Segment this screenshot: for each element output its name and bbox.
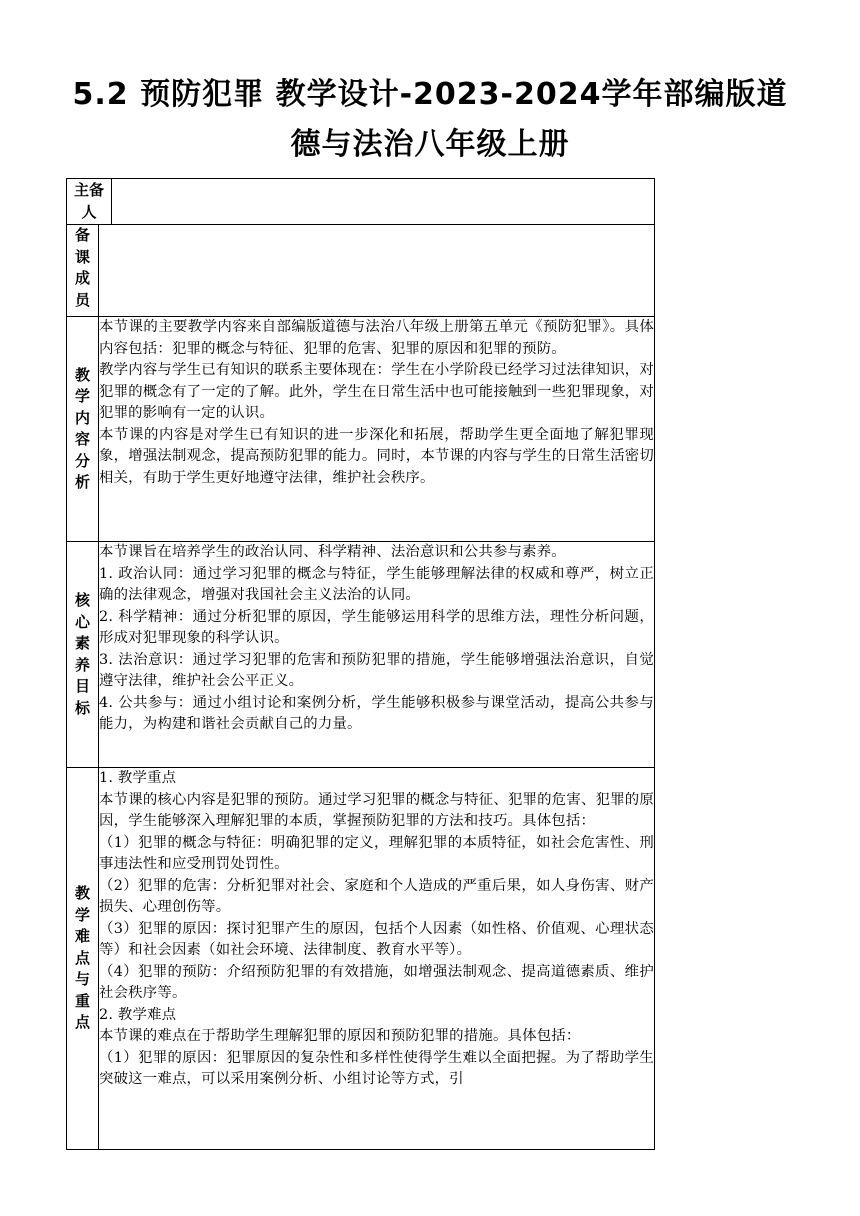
key-paragraph: 2. 教学难点 [99,1006,177,1023]
row-label-text [67,365,98,494]
label-character: 点 [74,1013,90,1032]
label-character: 备 [74,226,90,244]
content-analysis-label [67,317,99,542]
label-character: 素 [74,634,90,652]
content-analysis-body [99,317,655,542]
label-character: 分 [74,451,90,470]
members-value [99,225,655,317]
members-label [67,225,99,317]
label-character: 标 [74,698,90,717]
goal-paragraph: 3. 法治意识：通过学习犯罪的危害和预防犯罪的措施，学生能够增强法治意识，自觉遵守法律，维护社会公平正义。 [99,651,654,689]
label-character: 内 [74,408,90,427]
core-goals-label [67,542,99,768]
label-character: 教 [74,365,90,384]
key-paragraph: （4）犯罪的预防：介绍预防犯罪的有效措施，如增强法制观念、提高道德素质、维护社会秩序等。 [99,963,654,1001]
label-character: 难 [74,927,90,946]
goal-paragraph: 1. 政治认同：通过学习犯罪的概念与特征，学生能够理解法律的权威和尊严，树立正确的法律观念，增强对我国社会主义法治的认同。 [99,565,654,603]
label-character: 成 [74,269,90,287]
key-points-label [67,768,99,1150]
label-character: 学 [74,905,90,924]
row-label-text [67,225,98,311]
label-character: 教 [74,884,90,903]
key-paragraph: 1. 教学重点 [99,770,177,786]
key-paragraph: （1）犯罪的概念与特征：明确犯罪的定义，理解犯罪的本质特征，如社会危害性、刑事违法性和应受刑罚处罚性。 [99,834,654,872]
goal-paragraph: 2. 科学精神：通过分析犯罪的原因，学生能够运用科学的思维方法，理性分析问题，形成对犯罪现象的科学认识。 [99,608,654,646]
label-character: 析 [74,473,90,491]
key-paragraph: 本节课的难点在于帮助学生理解犯罪的原因和预防犯罪的措施。具体包括： [99,1028,581,1044]
core-goals-body [99,542,655,768]
main-preparer-value [112,179,654,224]
label-character: 重 [74,991,90,1010]
goal-paragraph: 4. 公共参与：通过小组讨论和案例分析，学生能够积极参与课堂活动，提高公共参与能力，为构建和谐社会贡献自己的力量。 [99,694,654,732]
key-points-body [99,768,655,1150]
main-preparer-label: 主备人 [67,179,112,224]
label-character: 员 [74,290,90,309]
key-paragraph: （1）犯罪的原因：犯罪原因的复杂性和多样性使得学生难以全面把握。为了帮助学生突破这一难点，可以采用案例分析、小组讨论等方式，引 [99,1049,654,1087]
analysis-paragraph: 本节课的内容是对学生已有知识的进一步深化和拓展，帮助学生更全面地了解犯罪现象，增强法制观念，提高预防犯罪的能力。同时，本节课的内容与学生的日常生活密切相关，有助于学生更好地遵守法律，维护社会秩序。 [99,426,654,486]
label-character: 容 [74,430,90,448]
label-character: 课 [74,247,90,266]
row-label-text [67,590,98,719]
analysis-paragraph: 教学内容与学生已有知识的联系主要体现在：学生在小学阶段已经学习过法律知识，对犯罪的概念有了一定的了解。此外，学生在日常生活中也可能接触到一些犯罪现象，对犯罪的影响有一定的认识。 [99,362,654,421]
label-character: 核 [74,591,90,609]
key-paragraph: （2）犯罪的危害：分析犯罪对社会、家庭和个人造成的严重后果，如人身伤害、财产损失、心理创伤等。 [99,877,654,915]
label-character: 心 [74,612,90,631]
row-main-preparer [67,179,655,225]
row-members [67,225,655,317]
row-label-text [67,883,98,1034]
label-character: 学 [74,387,90,405]
label-character: 与 [74,970,90,989]
analysis-paragraph: 本节课的主要教学内容来自部编版道德与法治八年级上册第五单元《预防犯罪》。具体内容包括：犯罪的概念与特征、犯罪的危害、犯罪的原因和犯罪的预防。 [99,319,654,357]
key-paragraph: 本节课的核心内容是犯罪的预防。通过学习犯罪的概念与特征、犯罪的危害、犯罪的原因，学生能够深入理解犯罪的本质，掌握预防犯罪的方法和技巧。具体包括： [99,791,654,829]
goal-paragraph: 本节课旨在培养学生的政治认同、科学精神、法治意识和公共参与素养。 [99,544,566,560]
lesson-plan-table [66,178,655,1150]
key-paragraph: （3）犯罪的原因：探讨犯罪产生的原因，包括个人因素（如性格、价值观、心理状态等）和社会因素（如社会环境、法律制度、教育水平等）。 [99,920,654,958]
row-core-goals [67,542,655,768]
label-character: 养 [74,655,90,674]
row-content-analysis [67,317,655,542]
label-character: 点 [74,948,90,967]
document-title: 5.2 预防犯罪 教学设计-2023-2024学年部编版道德与法治八年级上册 [72,77,788,162]
row-key-points [67,768,655,1150]
label-character: 目 [74,677,90,695]
